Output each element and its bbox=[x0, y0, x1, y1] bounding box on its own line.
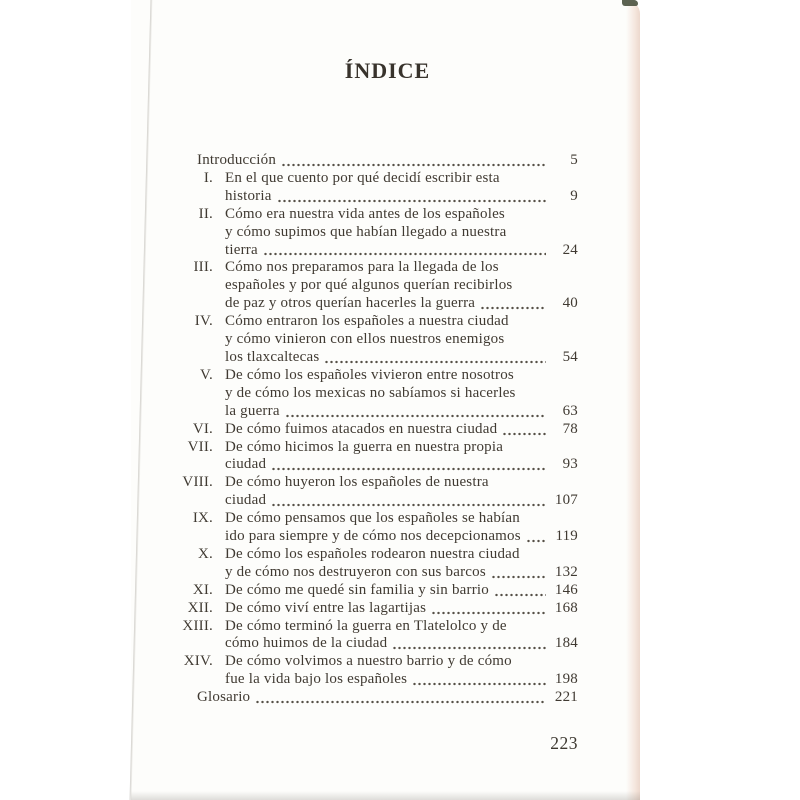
toc-entry bbox=[192, 510, 578, 546]
toc-entry-text: cómo huimos de la ciudad bbox=[225, 635, 388, 652]
toc-entry bbox=[197, 152, 578, 170]
toc-entry-page-number: 63 bbox=[562, 402, 578, 419]
dot-leader bbox=[412, 671, 546, 689]
dot-leader bbox=[271, 456, 546, 474]
toc-entry-page-number: 146 bbox=[554, 581, 578, 598]
toc-entry-numeral: VI. bbox=[192, 420, 213, 437]
toc-entry-text: De cómo fuimos atacados en nuestra ciudad bbox=[225, 420, 498, 437]
toc-entry-body bbox=[225, 510, 578, 546]
dot-leader bbox=[431, 600, 546, 618]
toc-entry-text: De cómo me quedé sin familia y sin barrio bbox=[225, 581, 489, 598]
toc-entry-line: De cómo terminó la guerra en Tlatelolco y de bbox=[225, 617, 507, 634]
toc-entry-line bbox=[225, 635, 578, 653]
toc-entry-line bbox=[225, 295, 578, 313]
page-title: ÍNDICE bbox=[344, 58, 431, 83]
toc-entry-line: Cómo nos preparamos para la llegada de los bbox=[225, 259, 499, 276]
toc-entry-text: los tlaxcaltecas bbox=[225, 348, 320, 365]
toc-entry bbox=[193, 259, 578, 313]
toc-entry-page-number: 78 bbox=[562, 420, 578, 437]
toc-entry-body bbox=[225, 582, 578, 600]
toc-entry bbox=[194, 313, 578, 367]
dot-leader bbox=[263, 242, 546, 260]
toc-entry-line: y de cómo los mexicas no sabíamos si hacerles bbox=[225, 384, 516, 401]
toc-entry-line: y cómo supimos que habían llegado a nuestra bbox=[225, 223, 507, 240]
toc-entry bbox=[182, 617, 578, 654]
dot-leader bbox=[480, 295, 546, 313]
folio-page-number: 223 bbox=[550, 733, 578, 753]
toc-entry-numeral: II. bbox=[198, 205, 213, 222]
toc-entry-line bbox=[225, 582, 578, 600]
toc-entry bbox=[187, 599, 578, 618]
toc-entry-numeral: XIV. bbox=[183, 653, 213, 670]
toc-entry bbox=[187, 438, 578, 475]
toc-entry-body bbox=[225, 474, 578, 510]
toc-entry bbox=[182, 474, 578, 510]
toc-entry bbox=[192, 420, 578, 439]
toc-entry bbox=[197, 367, 578, 421]
toc-entry-body bbox=[225, 259, 578, 313]
toc-entry-line: Cómo entraron los españoles a nuestra ciudad bbox=[225, 313, 509, 330]
dot-leader bbox=[281, 152, 546, 170]
page-content bbox=[182, 0, 578, 800]
dot-leader bbox=[502, 421, 546, 439]
toc-list bbox=[182, 152, 578, 707]
toc-entry bbox=[197, 689, 578, 707]
toc-entry-line bbox=[225, 456, 578, 474]
toc-entry-line: Cómo era nuestra vida antes de los españoles bbox=[225, 205, 505, 222]
toc-entry-body bbox=[225, 421, 578, 439]
toc-entry-line bbox=[197, 689, 578, 707]
dot-leader bbox=[526, 528, 546, 546]
toc-entry bbox=[197, 170, 578, 206]
toc-entry bbox=[183, 653, 578, 689]
toc-entry-body bbox=[225, 439, 578, 475]
toc-entry-numeral: X. bbox=[198, 545, 213, 562]
toc-entry-body bbox=[225, 600, 578, 618]
toc-entry-page-number: 132 bbox=[554, 563, 578, 580]
toc-entry-text: ciudad bbox=[225, 492, 267, 509]
toc-entry-body bbox=[197, 689, 578, 707]
toc-entry-body bbox=[225, 618, 578, 654]
toc-entry-line: De cómo hicimos la guerra en nuestra propia bbox=[225, 438, 504, 455]
toc-entry-numeral: IV. bbox=[194, 313, 213, 330]
toc-entry-line bbox=[225, 600, 578, 618]
toc-entry-numeral: VIII. bbox=[182, 474, 213, 491]
toc-entry-line: De cómo huyeron los españoles de nuestra bbox=[225, 474, 489, 491]
toc-entry-line bbox=[225, 242, 578, 260]
toc-entry-numeral: V. bbox=[199, 366, 213, 383]
dot-leader bbox=[494, 582, 546, 600]
dot-leader bbox=[271, 492, 546, 510]
toc-entry-body bbox=[225, 367, 578, 421]
toc-entry-page-number: 93 bbox=[562, 456, 578, 473]
toc-entry-body bbox=[225, 653, 578, 689]
toc-entry-line bbox=[225, 403, 578, 421]
toc-entry-page-number: 54 bbox=[562, 348, 578, 365]
toc-entry-line bbox=[197, 152, 578, 170]
toc-entry-line bbox=[225, 528, 578, 546]
toc-entry-text: ciudad bbox=[225, 456, 267, 473]
toc-entry-numeral: VII. bbox=[187, 438, 213, 455]
toc-entry-body bbox=[225, 313, 578, 367]
toc-entry-numeral: III. bbox=[193, 259, 213, 276]
toc-entry-page-number: 184 bbox=[554, 635, 578, 652]
toc-entry-line: De cómo los españoles rodearon nuestra ciudad bbox=[225, 545, 520, 562]
toc-entry-numeral: IX. bbox=[192, 510, 213, 527]
toc-entry-numeral: XI. bbox=[192, 581, 213, 598]
toc-entry-page-number: 119 bbox=[555, 528, 578, 545]
toc-entry-numeral: I. bbox=[203, 169, 213, 186]
toc-entry bbox=[192, 581, 578, 600]
toc-entry bbox=[197, 546, 578, 582]
toc-entry-line: De cómo volvimos a nuestro barrio y de cómo bbox=[225, 653, 512, 670]
toc-entry-text: De cómo viví entre las lagartijas bbox=[225, 599, 427, 616]
toc-entry-text: y de cómo nos destruyeron con sus barcos bbox=[225, 563, 486, 580]
dot-leader bbox=[277, 188, 546, 206]
toc-entry-text: Glosario bbox=[197, 689, 251, 706]
toc-entry-line bbox=[225, 492, 578, 510]
toc-entry-line bbox=[225, 188, 578, 206]
dot-leader bbox=[324, 349, 546, 367]
toc-entry-line bbox=[225, 564, 578, 582]
dot-leader bbox=[285, 403, 546, 421]
toc-entry-page-number: 198 bbox=[554, 671, 578, 688]
toc-entry-line bbox=[225, 671, 578, 689]
toc-entry-text: historia bbox=[225, 187, 272, 204]
toc-entry-line: En el que cuento por qué decidí escribir esta bbox=[225, 169, 500, 186]
toc-entry-text: tierra bbox=[225, 241, 258, 258]
page-corner-speck bbox=[622, 0, 638, 6]
dot-leader bbox=[491, 564, 546, 582]
toc-entry-body bbox=[225, 170, 578, 206]
toc-entry-line: De cómo pensamos que los españoles se habían bbox=[225, 510, 520, 527]
toc-entry-body bbox=[225, 546, 578, 582]
toc-entry-page-number: 221 bbox=[554, 689, 578, 706]
toc-entry-body bbox=[225, 206, 578, 260]
toc-entry-numeral: XIII. bbox=[182, 617, 213, 634]
toc-entry-line: españoles y por qué algunos querían recibirlos bbox=[225, 277, 513, 294]
toc-entry-page-number: 107 bbox=[554, 492, 578, 509]
toc-entry-line bbox=[225, 349, 578, 367]
toc-entry-page-number: 9 bbox=[570, 187, 578, 204]
toc-entry-text: de paz y otros querían hacerles la guerra bbox=[225, 295, 476, 312]
toc-entry-line: De cómo los españoles vivieron entre nosotros bbox=[225, 366, 514, 383]
toc-entry-body bbox=[197, 152, 578, 170]
toc-entry-text: ido para siempre y de cómo nos decepcionamos bbox=[225, 528, 521, 545]
toc-entry-text: fue la vida bajo los españoles bbox=[225, 671, 408, 688]
toc-entry-page-number: 24 bbox=[562, 241, 578, 258]
toc-entry-page-number: 5 bbox=[570, 152, 578, 168]
toc-entry-numeral: XII. bbox=[187, 599, 213, 616]
dot-leader bbox=[392, 635, 546, 653]
toc-entry-text: Introducción bbox=[197, 152, 277, 168]
toc-entry-line: y cómo vinieron con ellos nuestros enemigos bbox=[225, 331, 505, 348]
toc-entry-page-number: 40 bbox=[562, 295, 578, 312]
toc-entry-line bbox=[225, 421, 578, 439]
toc-entry-page-number: 168 bbox=[554, 599, 578, 616]
toc-entry-text: la guerra bbox=[225, 402, 280, 419]
scan-page bbox=[131, 0, 640, 800]
dot-leader bbox=[255, 689, 546, 707]
toc-entry bbox=[197, 206, 578, 260]
page-edge-right-shadow bbox=[626, 0, 640, 800]
